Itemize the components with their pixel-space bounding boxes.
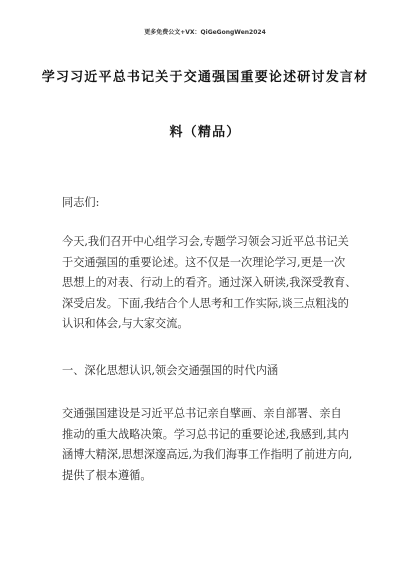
paragraph-line: 推动的重大战略决策。学习总书记的重要论述,我感到,其内 [62, 427, 349, 441]
paragraph-2 [62, 404, 380, 486]
paragraph-line: 涵博大精深,思想深邃高远,为我们海事工作指明了前进方向, [62, 448, 353, 461]
paragraph-line: 于交通强国的重要论述。这不仅是一次理论学习,更是一次 [62, 255, 346, 269]
paragraph-line: 认识和体会,与大家交流。 [62, 317, 189, 330]
paragraph-line: 今天,我们召开中心组学习会,专题学习领会习近平总书记关 [62, 235, 349, 248]
paragraph-line: 思想上的对表、行动上的看齐。通过深入研读,我深受教育、 [62, 276, 357, 289]
header-note: 更多免费公文+VX：QiGeGongWen2024 [144, 29, 266, 36]
paragraph-line: 交通强国建设是习近平总书记亲自擘画、亲自部署、亲自 [62, 407, 342, 420]
paragraph-line: 深受启发。下面,我结合个人思考和工作实际,谈三点粗浅的 [62, 296, 349, 310]
section-heading-1: 一、深化思想认识,领会交通强国的时代内涵 [62, 364, 279, 377]
document-title-line-2: 料（精品） [169, 125, 241, 140]
greeting: 同志们: [62, 196, 100, 209]
paragraph-line: 提供了根本遵循。 [62, 468, 152, 482]
document-title-line-1: 学习习近平总书记关于交通强国重要论述研讨发言材 [41, 70, 369, 85]
paragraph-1 [62, 232, 380, 335]
